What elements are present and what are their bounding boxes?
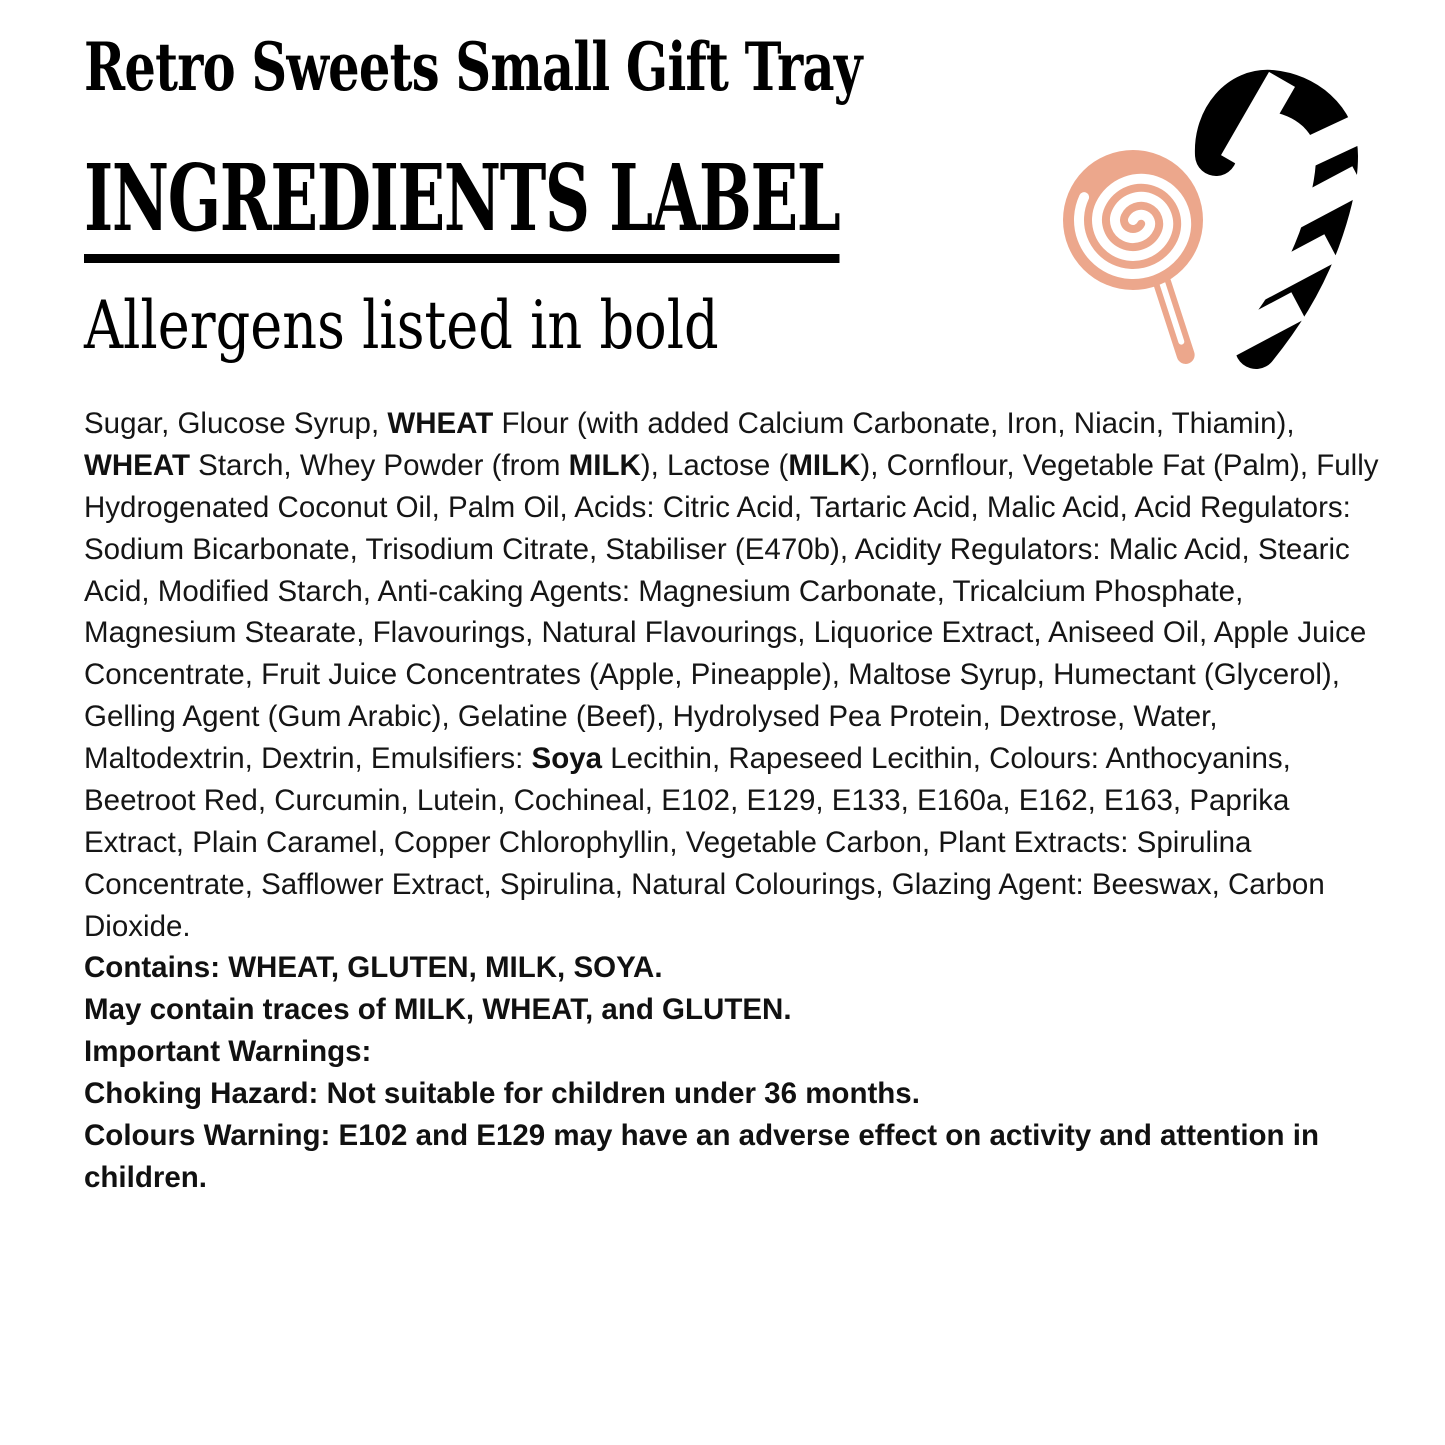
allergen-text: MILK bbox=[788, 448, 861, 482]
allergen-text: MILK bbox=[568, 448, 641, 482]
ingredients-paragraph bbox=[84, 403, 1379, 947]
allergen-text: WHEAT bbox=[84, 448, 190, 482]
label-body bbox=[84, 403, 1379, 1199]
warning-line: Contains: WHEAT, GLUTEN, MILK, SOYA. bbox=[84, 951, 663, 985]
lollipop-icon bbox=[1061, 150, 1203, 366]
ingredient-text: Flour (with added Calcium Carbonate, Iron, Niacin, Thiamin), bbox=[493, 407, 1295, 440]
warning-line: Choking Hazard: Not suitable for children under 36 months. bbox=[84, 1077, 920, 1110]
ingredient-text: Lecithin, Rapeseed Lecithin, Colours: Anthocyanins, Beetroot Red, Curcumin, Lutein, Cochineal, E102, E129, E133, E160a, E162, E163, Paprika Extract, Plain Caramel, Copper Chlorophyllin, Vegetable Carbon, Plant Extracts: Spirulina Concentrate, Safflower Extract, Spirulina, Natural Colourings, Glazing Agent: Beeswax, Carbon Dioxide. bbox=[84, 742, 1325, 943]
candy-illustration bbox=[1040, 60, 1400, 400]
ingredient-text: ), Lactose ( bbox=[640, 448, 789, 482]
allergen-text: Soya bbox=[531, 742, 603, 775]
ingredient-text: ), Cornflour, Vegetable Fat (Palm), Fully Hydrogenated Coconut Oil, Palm Oil, Acids: Citric Acid, Tartaric Acid, Malic Acid, Acid Regulators: Sodium Bicarbonate, Trisodium Citrate, Stabiliser (E470b), Acidity Regulators: Malic Acid, Stearic Acid, Modified Starch, Anti-caking Agents: Magnesium Carbonate, Tricalcium Phosphate, Magnesium Stearate, Flavourings, Natural Flavourings, Liquorice Extract, Aniseed Oil, Apple Juice Concentrate, Fruit Juice Concentrates (Apple, Pineapple), Maltose Syrup, Humectant (Glycerol), Gelling Agent (Gum Arabic), Gelatine (Beef), Hydrolysed Pea Protein, Dextrose, Water, Maltodextrin, Dextrin, Emulsifiers: bbox=[84, 448, 1379, 775]
ingredient-text: Sugar, Glucose Syrup, bbox=[84, 407, 388, 440]
warning-line: May contain traces of MILK, WHEAT, and GLUTEN. bbox=[84, 993, 792, 1027]
warning-line: Important Warnings: bbox=[84, 1035, 372, 1069]
allergen-note: Allergens listed in bold bbox=[84, 287, 719, 364]
warnings-block bbox=[84, 947, 1379, 1198]
section-heading: INGREDIENTS LABEL bbox=[84, 152, 839, 263]
product-title: Retro Sweets Small Gift Tray bbox=[84, 28, 862, 106]
warning-line: Colours Warning: E102 and E129 may have an adverse effect on activity and attention in children. bbox=[84, 1118, 1319, 1194]
allergen-text: WHEAT bbox=[387, 407, 494, 440]
candy-cane-icon bbox=[1216, 91, 1337, 348]
ingredient-text: Starch, Whey Powder (from bbox=[189, 448, 569, 482]
